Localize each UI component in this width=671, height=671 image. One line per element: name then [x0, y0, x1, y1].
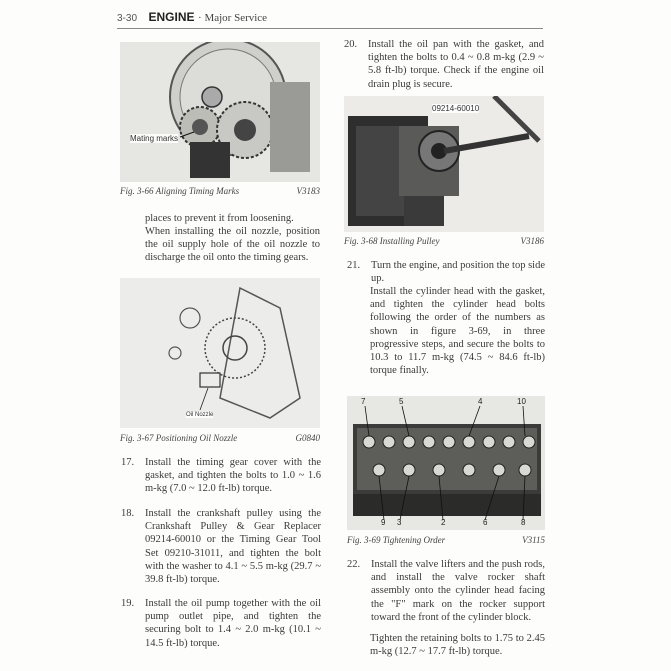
- bolt-order-number: 9: [381, 518, 386, 527]
- bolt-order-number: 8: [521, 518, 526, 527]
- figure-caption: [344, 236, 544, 246]
- continuation-text: places to prevent it from loosening.: [145, 213, 294, 224]
- tool-number-label: 09214-60010: [432, 104, 480, 113]
- caption-text: Fig. 3-67 Positioning Oil Nozzle: [120, 433, 238, 443]
- step-number: 18.: [121, 508, 135, 519]
- mating-marks-label: Mating marks: [130, 134, 179, 143]
- step-22-detail: Tighten the retaining bolts to 1.75 to 2.45 m-kg (12.7 ~ 17.7 ft-lb) torque.: [370, 633, 545, 658]
- bolt-order-number: 7: [361, 397, 366, 406]
- step-text: Install the timing gear cover with the gasket, and tighten the bolts to 1.0 ~ 1.6 m-kg (7.0 ~ 12.0 ft-lb) torque.: [145, 457, 321, 495]
- step-text: Turn the engine, and position the top side up.: [371, 260, 546, 285]
- step-22: [347, 558, 545, 624]
- bolt-order-number: 5: [399, 397, 404, 406]
- step-17: [121, 456, 321, 496]
- bolt-order-number: 10: [517, 397, 526, 406]
- step-text: Install the valve lifters and the push rods, and install the valve rocker shaft assembly onto the cylinder head facing the "F" mark on the rocker support toward the front of the cylinder block.: [371, 559, 545, 623]
- bolt-order-number: 4: [478, 397, 483, 406]
- section-title: ENGINE: [148, 10, 195, 24]
- step-19: [121, 597, 321, 650]
- step-number: 19.: [121, 598, 135, 609]
- step-number: 22.: [347, 559, 361, 570]
- subsection-title: · Major Service: [198, 12, 268, 24]
- bolt-order-number: 6: [483, 518, 488, 527]
- bolt-order-number: 3: [397, 518, 402, 527]
- step-text: Install the oil pan with the gasket, and tighten the bolts to 0.4 ~ 0.8 m-kg (2.9 ~ 5.8 ft-lb) torque. Check if the engine oil drain plug is secure.: [368, 39, 544, 90]
- step-text: Install the oil pump together with the oil pump outlet pipe, and tighten the securing bolt to 1.4 ~ 2.0 m-kg (10.1 ~ 14.5 ft-lb) torque.: [145, 598, 321, 649]
- figure-caption: [120, 186, 320, 196]
- figure-code: G0840: [295, 433, 320, 443]
- figure-caption: [120, 433, 320, 443]
- pulley-installation-illustration: [344, 96, 544, 232]
- figure-timing-marks: [120, 42, 320, 182]
- cylinder-head-illustration: [347, 396, 545, 530]
- oil-nozzle-note: When installing the oil nozzle, position the oil supply hole of the oil nozzle to discharge the oil onto the timing gears.: [145, 226, 320, 264]
- caption-text: Fig. 3-69 Tightening Order: [347, 535, 446, 545]
- figure-tightening-order: [347, 396, 545, 530]
- step-text: Install the crankshaft pulley using the Crankshaft Pulley & Gear Replacer 09214-60010 or the Timing Gear Tool Set 09210-31011, and tighten the bolt with the washer to 4.1 ~ 5.5 m-kg (29.7 ~ 39.8 ft-lb) torque.: [145, 508, 321, 586]
- page-header: [117, 8, 543, 29]
- step-20: [344, 38, 544, 91]
- oil-nozzle-label: Oil Nozzle: [186, 412, 214, 418]
- caption-text: Fig. 3-68 Installing Pulley: [344, 236, 440, 246]
- figure-code: V3186: [520, 236, 544, 246]
- oil-nozzle-illustration: [120, 278, 320, 428]
- step-number: 17.: [121, 457, 135, 468]
- step-21: [347, 259, 545, 285]
- step-number: 21.: [347, 260, 361, 271]
- figure-code: V3115: [522, 535, 545, 545]
- step-18: [121, 507, 321, 586]
- step-21-detail: Install the cylinder head with the gasket, and tighten the cylinder head bolts following the order of the numbers as shown in figure 3-69, in three progressive steps, and secure the bolts to 10.3 to 11.7 m-kg (74.5 ~ 84.6 ft-lb) torque finally.: [370, 286, 545, 377]
- timing-gears-illustration: [120, 42, 320, 182]
- step-number: 20.: [344, 39, 358, 50]
- page-number: 3-30: [117, 13, 138, 24]
- caption-text: Fig. 3-66 Aligning Timing Marks: [120, 186, 240, 196]
- figure-code: V3183: [296, 186, 320, 196]
- figure-oil-nozzle: [120, 278, 320, 428]
- bolt-order-number: 2: [441, 518, 446, 527]
- figure-caption: [347, 535, 545, 545]
- figure-installing-pulley: [344, 96, 544, 232]
